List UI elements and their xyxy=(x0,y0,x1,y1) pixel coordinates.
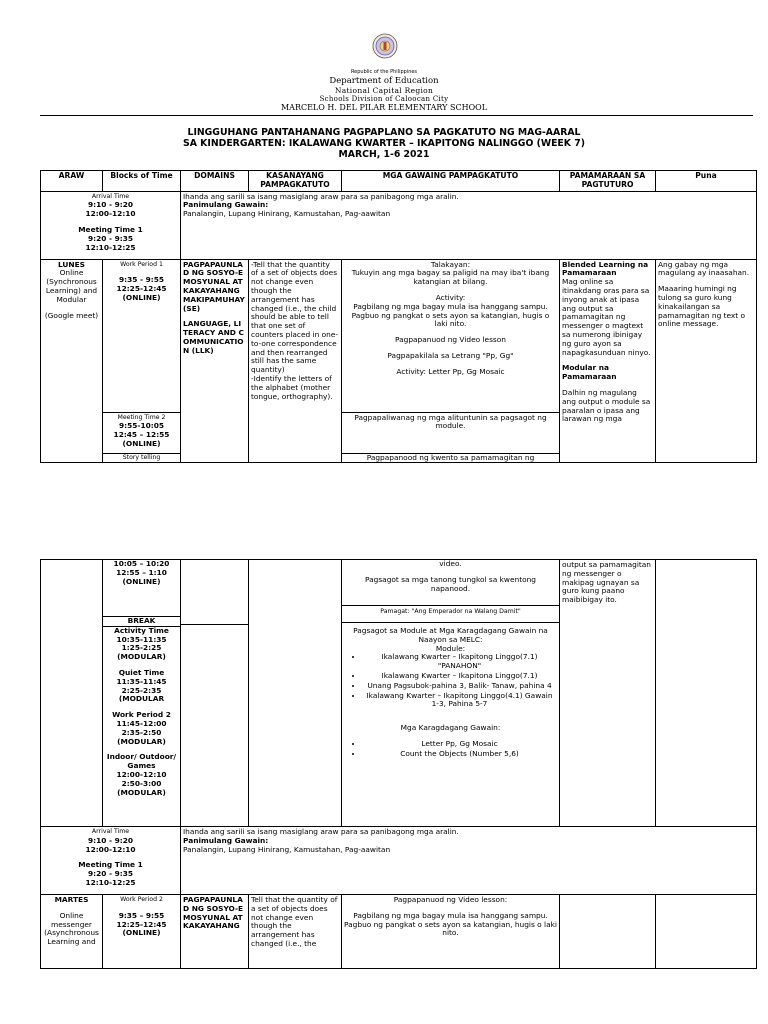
module-label: Module: xyxy=(435,643,466,653)
martes-work-period-label: Work Period 2 xyxy=(120,896,163,903)
activity-time-2: 1:25-2:25 xyxy=(121,643,162,653)
table-row xyxy=(41,560,757,827)
martes-activities-cell xyxy=(342,895,560,969)
karagdagang-item: • Count the Objects (Number 5,6) xyxy=(363,750,556,759)
lesson-plan-table-page-1 xyxy=(40,170,757,463)
panalangin-text: Panalangin, Lupang Hinirang, Kamustahan, Pag-aawitan xyxy=(183,209,391,219)
lunes-puna-cell xyxy=(656,259,757,463)
pamagat-text: Pamagat: "Ang Emperador na Walang Damit" xyxy=(380,608,521,615)
martes-methods-cell xyxy=(560,895,656,969)
arrival-cell xyxy=(41,191,181,259)
pagsagot-tanong-text: Pagsagot sa mga tanong tungkol sa kwentong napanood. xyxy=(364,574,537,593)
martes-work-period-mode: (ONLINE) xyxy=(122,928,161,938)
meeting-time-label: Meeting Time 1 xyxy=(78,860,143,870)
header-school: MARCELO H. DEL PILAR ELEMENTARY SCHOOL xyxy=(280,103,488,112)
work-period-2-time-1: 11:45-12:00 xyxy=(116,718,167,728)
work-period-2-time-2: 2:35-2:50 xyxy=(121,727,162,737)
arrival-label: Arrival Time xyxy=(91,828,130,835)
modular-title: Modular na Pamamaraan xyxy=(562,363,617,382)
meeting-time-label: Meeting Time 1 xyxy=(78,224,143,234)
martes-puna-cell xyxy=(656,895,757,969)
indoor-mode: (MODULAR) xyxy=(117,787,166,797)
karagdagang-item: • Letter Pp, Gg Mosaic xyxy=(363,740,556,749)
continued-methods-cell xyxy=(560,560,656,827)
story-time-1: 10:05 – 10:20 xyxy=(113,559,170,568)
lunes-day: LUNES xyxy=(57,259,85,269)
module-item: • Ikalawang Kwarter – Ikapitong Linggo(7.1) "PANAHON" xyxy=(363,653,556,671)
table-row xyxy=(41,259,757,463)
header-division: Schools Division of Caloocan City xyxy=(319,95,449,103)
lunes-skills-cell xyxy=(249,259,342,463)
blended-learning-title: Blended Learning na Pamamaraan xyxy=(562,259,649,278)
karagdagang-list xyxy=(345,740,556,759)
header-divider xyxy=(40,115,753,116)
document-title xyxy=(0,127,768,160)
module-list xyxy=(345,653,556,709)
module-item: • Ikalawang Kwarter – Ikapitona Linggo(7.1) xyxy=(363,672,556,681)
header-region: National Capital Region xyxy=(334,86,434,95)
lunes-mode: Online (Synchronous Learning) and Modular xyxy=(45,268,98,304)
indoor-outdoor-label: Indoor/ Outdoor/ Games xyxy=(106,752,177,771)
martes-work-period-time: 9:35 – 9:55 xyxy=(118,910,165,920)
kwento-text: Pagpapanood ng kwento sa pamamagitan ng xyxy=(366,452,535,462)
meeting-time-2-mode: (ONLINE) xyxy=(122,438,161,448)
panalangin-text: Panalangin, Lupang Hinirang, Kamustahan, Pag-aawitan xyxy=(183,844,391,854)
story-mode: (ONLINE) xyxy=(122,576,161,586)
blended-learning-text: Mag online sa itinakdang oras para sa inyong anak at ipasa ang output sa pamamagitan ng messenger o magtext sa numerong ibinigay ng guro ayon sa napagkasunduan ninyo. xyxy=(562,277,651,357)
tukuyin-text: Tukuyin ang mga bagay sa paligid na may iba't ibang katangian at bilang. xyxy=(351,268,550,287)
lunes-blocks-cell xyxy=(103,259,181,463)
story-time-2: 12:55 – 1:10 xyxy=(116,567,167,577)
ihanda-text: Ihanda ang sarili sa isang masiglang araw para sa panibagong mga aralin. xyxy=(183,191,459,201)
video-end-text: video. xyxy=(439,559,462,568)
puna-tulong: Maaaring humingi ng tulong sa guro kung kinakailangan sa pamamagitan ng text o online message. xyxy=(658,284,746,329)
martes-pagbuo-text: Pagbuo ng pangkat o sets ayon sa katangian, hugis o laki nito. xyxy=(344,919,557,938)
domain-se: PAGPAPAUNLAD NG SOSYO-EMOSYUNAL AT KAKAYAHANG MAKIPAMUHAY (SE) xyxy=(183,259,245,313)
module-item: • Ikalawang Kwarter – Ikapitong Linggo(4.1) Gawain 1-3, Pahina 5-7 xyxy=(363,692,556,710)
continued-domains-cell xyxy=(181,560,249,827)
martes-blocks-cell xyxy=(103,895,181,969)
meeting-time-1: 9:20 - 9:35 xyxy=(88,869,133,879)
col-domains: DOMAINS xyxy=(181,171,249,192)
method-continued-text: output sa pamamagitan ng messenger o makipag ugnayan sa guro kung paano maibibigay ito. xyxy=(562,560,651,605)
karagdagang-label: Mga Karagdagang Gawain: xyxy=(400,723,501,733)
table-row xyxy=(41,191,757,259)
lunes-methods-cell xyxy=(560,259,656,463)
meeting-time-2-time-2: 12:45 – 12:55 xyxy=(113,430,170,440)
activity-time-1: 10:35-11:35 xyxy=(116,634,167,644)
continued-day-cell xyxy=(41,560,103,827)
quiet-time-1: 11:35-11:45 xyxy=(116,676,167,686)
video-lesson-text: Pagpapanuod ng Video lesson xyxy=(394,335,506,345)
work-period-1-time: 9:35 - 9:55 xyxy=(119,275,164,285)
table-row xyxy=(41,895,757,969)
martes-domain: PAGPAPAUNLAD NG SOSYO-EMOSYUNAL AT KAKAYAHANG xyxy=(183,895,244,931)
indoor-time-2: 2:50-3:00 xyxy=(121,778,162,788)
lunes-activities-cell xyxy=(342,259,560,463)
work-period-1-mode: (ONLINE) xyxy=(122,292,161,302)
continued-puna-cell xyxy=(656,560,757,827)
module-item: • Unang Pagsubok-pahina 3, Balik- Tanaw, pahina 4 xyxy=(363,682,556,691)
deped-seal-logo xyxy=(372,33,398,59)
work-period-2-label: Work Period 2 xyxy=(112,710,171,720)
panimulang-gawain: Panimulang Gawain: xyxy=(183,835,269,845)
pagbilang-text: Pagbilang ng mga bagay mula isa hanggang sampu. xyxy=(353,301,548,311)
table-header-row xyxy=(41,171,757,192)
activity-mode: (MODULAR) xyxy=(117,652,166,662)
quiet-time-label: Quiet Time xyxy=(118,667,165,677)
quiet-mode: (MODULAR xyxy=(118,694,165,704)
arrival-label: Arrival Time xyxy=(91,192,130,200)
continued-skills-cell xyxy=(249,560,342,827)
table-row xyxy=(41,827,757,895)
activity-time-label: Activity Time xyxy=(114,625,169,635)
mosaic-activity-text: Activity: Letter Pp, Gg Mosaic xyxy=(396,366,505,376)
activity-label: Activity: xyxy=(435,292,466,302)
header-republic: Republic of the Philippines xyxy=(350,69,418,75)
header-department: Department of Education xyxy=(329,76,439,86)
puna-gabay: Ang gabay ng mga magulang ay inaasahan. xyxy=(658,259,750,278)
title-line-1: LINGGUHANG PANTAHANANG PAGPAPLANO SA PAGKATUTO NG MAG-AARAL xyxy=(187,127,581,138)
module-intro-text: Pagsagot sa Module at Mga Karagdagang Gawain na Naayon sa MELC: xyxy=(353,626,548,644)
col-araw: ARAW xyxy=(41,171,103,192)
martes-skills-cell xyxy=(249,895,342,969)
col-mga-gawain: MGA GAWAING PAMPAGKATUTO xyxy=(342,171,560,192)
martes-domains-cell xyxy=(181,895,249,969)
panimulang-gawain: Panimulang Gawain: xyxy=(183,200,269,210)
martes-day: MARTES xyxy=(54,895,89,904)
title-line-3: MARCH, 1-6 2021 xyxy=(338,149,430,160)
continued-blocks-cell xyxy=(103,560,181,827)
col-blocks-of-time: Blocks of Time xyxy=(103,171,181,192)
letra-text: Pagpapakilala sa Letrang "Pp, Gg" xyxy=(387,350,514,360)
col-kasanayang: KASANAYANG PAMPAGKATUTO xyxy=(249,171,342,192)
indoor-time-1: 12:00-12:10 xyxy=(116,769,167,779)
arrival-time-1: 9:10 - 9:20 xyxy=(88,200,133,210)
work-period-1-time-2: 12:25-12:45 xyxy=(116,284,167,294)
story-telling-label: Story telling xyxy=(122,453,161,461)
meeting-time-2: 12:10-12:25 xyxy=(85,877,136,887)
arrival-cell-tuesday xyxy=(41,827,181,895)
skill-quantity: -Tell that the quantity of a set of objects does not change even though the arrangement has changed (i.e., the child should be able to tell that one set of counters placed in one-to-one correspondence and then rearranged still has the same quantity) xyxy=(251,259,339,375)
arrival-activities-cell xyxy=(181,191,757,259)
martes-skill: Tell that the quantity of a set of objects does not change even though the arrangement has changed (i.e., the xyxy=(251,895,338,948)
modular-text: Dalhin ng magulang ang output o module sa paaralan o ipasa ang larawan ng mga xyxy=(562,387,651,424)
title-line-2: SA KINDERGARTEN: IKALAWANG KWARTER – IKAPITONG NALINGGO (WEEK 7) xyxy=(183,138,585,149)
lesson-plan-table-page-2 xyxy=(40,559,757,969)
arrival-time-2: 12:00-12:10 xyxy=(85,209,136,219)
skill-letters: -Identify the letters of the alphabet (mother tongue, orthography). xyxy=(251,373,333,401)
martes-pagbilang-text: Pagbilang ng mga bagay mula isa hanggang sampu. xyxy=(353,910,548,920)
martes-day-cell xyxy=(41,895,103,969)
lunes-day-cell xyxy=(41,259,103,463)
martes-work-period-time-2: 12:25-12:45 xyxy=(116,919,167,929)
work-period-1-label: Work Period 1 xyxy=(120,260,163,268)
work-period-2-mode: (MODULAR) xyxy=(117,736,166,746)
talakayan-label: Talakayan: xyxy=(430,259,471,269)
meeting-time-2-time-1: 9:55-10:05 xyxy=(119,421,164,431)
lunes-domains-cell xyxy=(181,259,249,463)
arrival-activities-cell-tuesday xyxy=(181,827,757,895)
meeting-time-2: 12:10-12:25 xyxy=(85,242,136,252)
break-label: BREAK xyxy=(127,616,156,625)
meeting-time-1: 9:20 - 9:35 xyxy=(88,233,133,243)
col-pamamaraan: PAMAMARAAN SA PAGTUTURO xyxy=(560,171,656,192)
martes-video-text: Pagpapanuod ng Video lesson: xyxy=(393,895,508,904)
meeting-time-2-label: Meeting Time 2 xyxy=(117,413,166,421)
arrival-time-2: 12:00-12:10 xyxy=(85,844,136,854)
lunes-platform: (Google meet) xyxy=(44,310,99,320)
paliwanag-text: Pagpapaliwanag ng mga alituntunin sa pagsagot ng module. xyxy=(354,412,547,431)
continued-activities-cell xyxy=(342,560,560,827)
pagbuo-text: Pagbuo ng pangkat o sets ayon sa katangian, hugis o laki nito. xyxy=(351,310,550,329)
martes-mode: Online messenger (Asynchronous Learning and xyxy=(44,910,99,947)
arrival-time-1: 9:10 - 9:20 xyxy=(88,835,133,845)
ihanda-text: Ihanda ang sarili sa isang masiglang araw para sa panibagong mga aralin. xyxy=(183,827,459,836)
quiet-time-2: 2:25-2:35 xyxy=(121,685,162,695)
domain-llk: LANGUAGE, LITERACY AND COMMUNICATION (LLK) xyxy=(183,319,244,355)
col-puna: Puna xyxy=(656,171,757,192)
